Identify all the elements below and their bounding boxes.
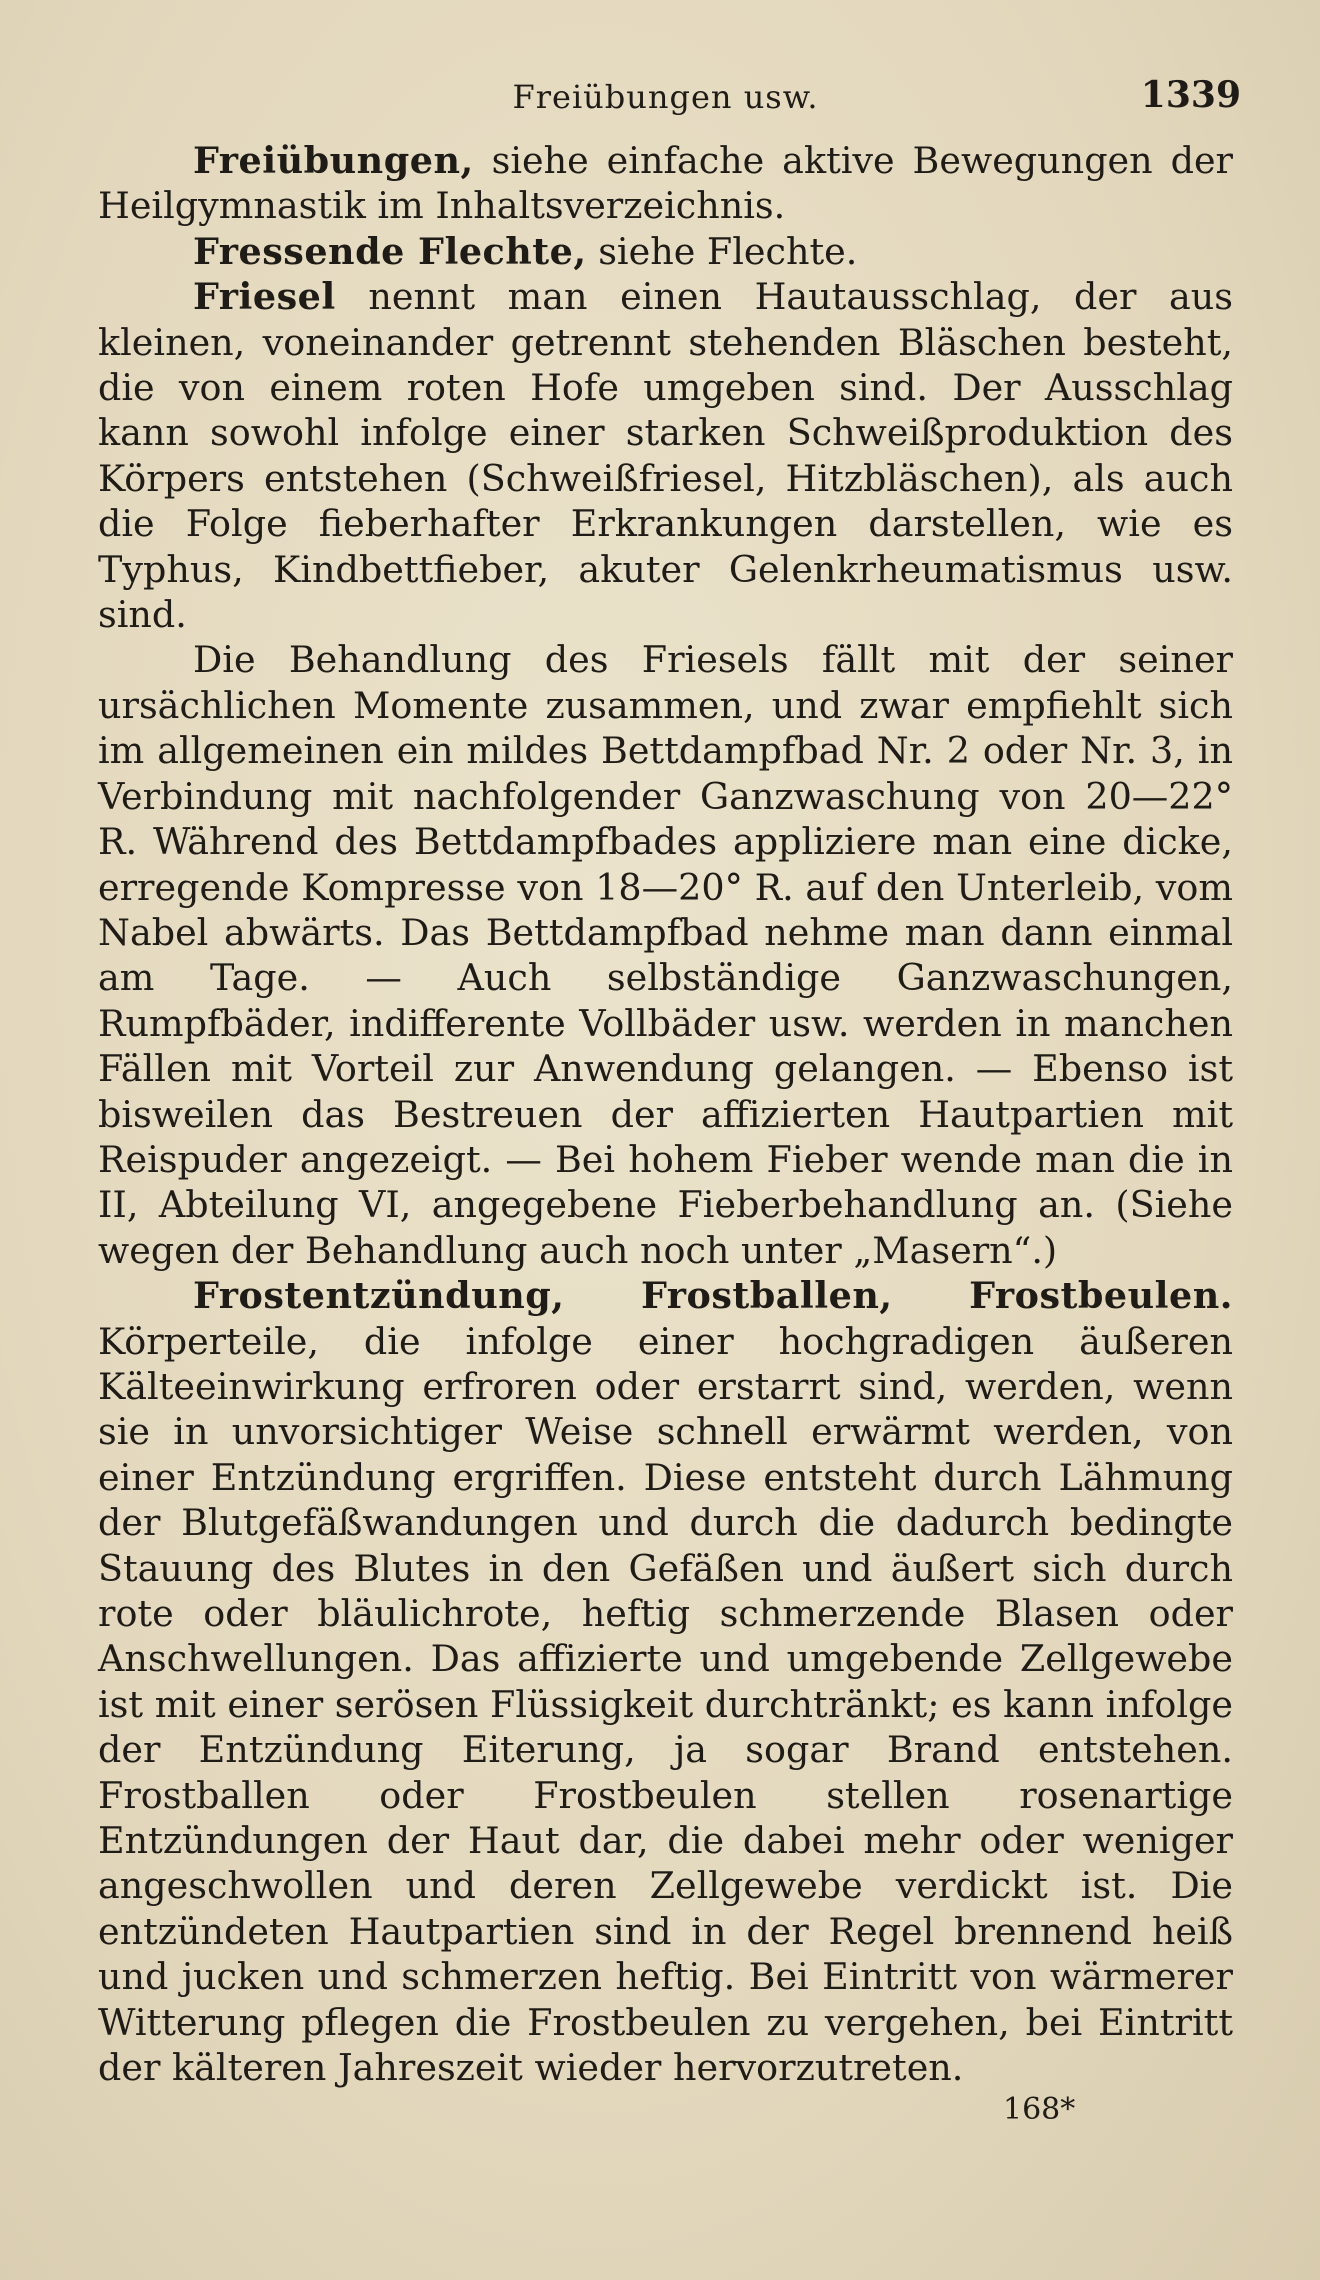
page-number: 1339 — [1140, 74, 1241, 116]
running-head — [98, 70, 1241, 134]
entry-text: siehe einfache aktive Bewegungen der Heilgymnastik im Inhaltsverzeichnis. — [98, 139, 1233, 228]
entry-frostentzuendung — [98, 1273, 1233, 2090]
entry-text: nennt man einen Hautausschlag, der aus kleinen, voneinander getrennt stehenden Bläschen besteht, die von einem roten Hofe umgeben sind. Der Ausschlag kann sowohl infolge einer starken Schweißproduktion des Körpers entstehen (Schweißfriesel, Hitzbläschen), als auch die Folge fieberhafter Erkrankungen darstellen, wie es Typhus, Kindbettfieber, akuter Gelenkrheumatismus usw. sind. — [98, 275, 1233, 637]
entry-freiuebungen — [98, 138, 1233, 229]
entry-fressende-flechte — [98, 229, 1233, 274]
book-page — [98, 70, 1241, 2128]
article-body — [98, 138, 1233, 2090]
entry-text: siehe Flechte. — [598, 229, 858, 273]
entry-friesel — [98, 274, 1233, 637]
entry-lemma: Frostentzündung, Frostballen, Frostbeulen. — [193, 1274, 1233, 1318]
entry-text: Die Behandlung des Friesels fällt mit der seiner ursächlichen Momente zusammen, und zwar empfiehlt sich im allgemeinen ein mildes Bettdampfbad Nr. 2 oder Nr. 3, in Verbindung mit nachfolgender Ganzwaschung von 20—22° R. Während des Bettdampfbades appliziere man eine dicke, erregende Kompresse von 18—20° R. auf den Unterleib, vom Nabel abwärts. Das Bettdampfbad nehme man dann einmal am Tage. — Auch selbständige Ganzwaschungen, Rumpfbäder, indifferente Vollbäder usw. werden in manchen Fällen mit Vorteil zur Anwendung gelangen. — Ebenso ist bisweilen das Bestreuen der affizierten Hautpartien mit Reispuder angezeigt. — Bei hohem Fieber wende man die in II, Abteilung VI, angegebene Fieberbehandlung an. (Siehe wegen der Behandlung auch noch unter „Masern“.) — [98, 638, 1233, 1272]
entry-lemma: Freiübungen, — [193, 139, 474, 182]
entry-text: Körperteile, die infolge einer hochgradigen äußeren Kälteeinwirkung erfroren oder erstarrt sind, werden, wenn sie in unvorsichtiger Weise schnell erwärmt werden, von einer Entzündung ergriffen. Diese entsteht durch Lähmung der Blutgefäßwandungen und durch die dadurch bedingte Stauung des Blutes in den Gefäßen und äußert sich durch rote oder bläulichrote, heftig schmerzende Blasen oder Anschwellungen. Das affizierte und umgebende Zellgewebe ist mit einer serösen Flüssigkeit durchtränkt; es kann infolge der Entzündung Eiterung, ja sogar Brand entstehen. Frostballen oder Frostbeulen stellen rosenartige Entzündungen der Haut dar, die dabei mehr oder weniger angeschwollen und deren Zellgewebe verdickt ist. Die entzündeten Hautpartien sind in der Regel brennend heiß und jucken und schmerzen heftig. Bei Eintritt von wärmerer Witterung pflegen die Frostbeulen zu vergehen, bei Eintritt der kälteren Jahreszeit wieder hervorzutreten. — [98, 1319, 1233, 2090]
entry-lemma: Friesel — [193, 275, 336, 319]
entry-friesel-treatment — [98, 637, 1233, 1273]
entry-lemma: Fressende Flechte, — [193, 229, 587, 273]
running-head-title: Freiübungen usw. — [512, 78, 819, 116]
signature-mark: 168* — [1003, 2092, 1076, 2128]
